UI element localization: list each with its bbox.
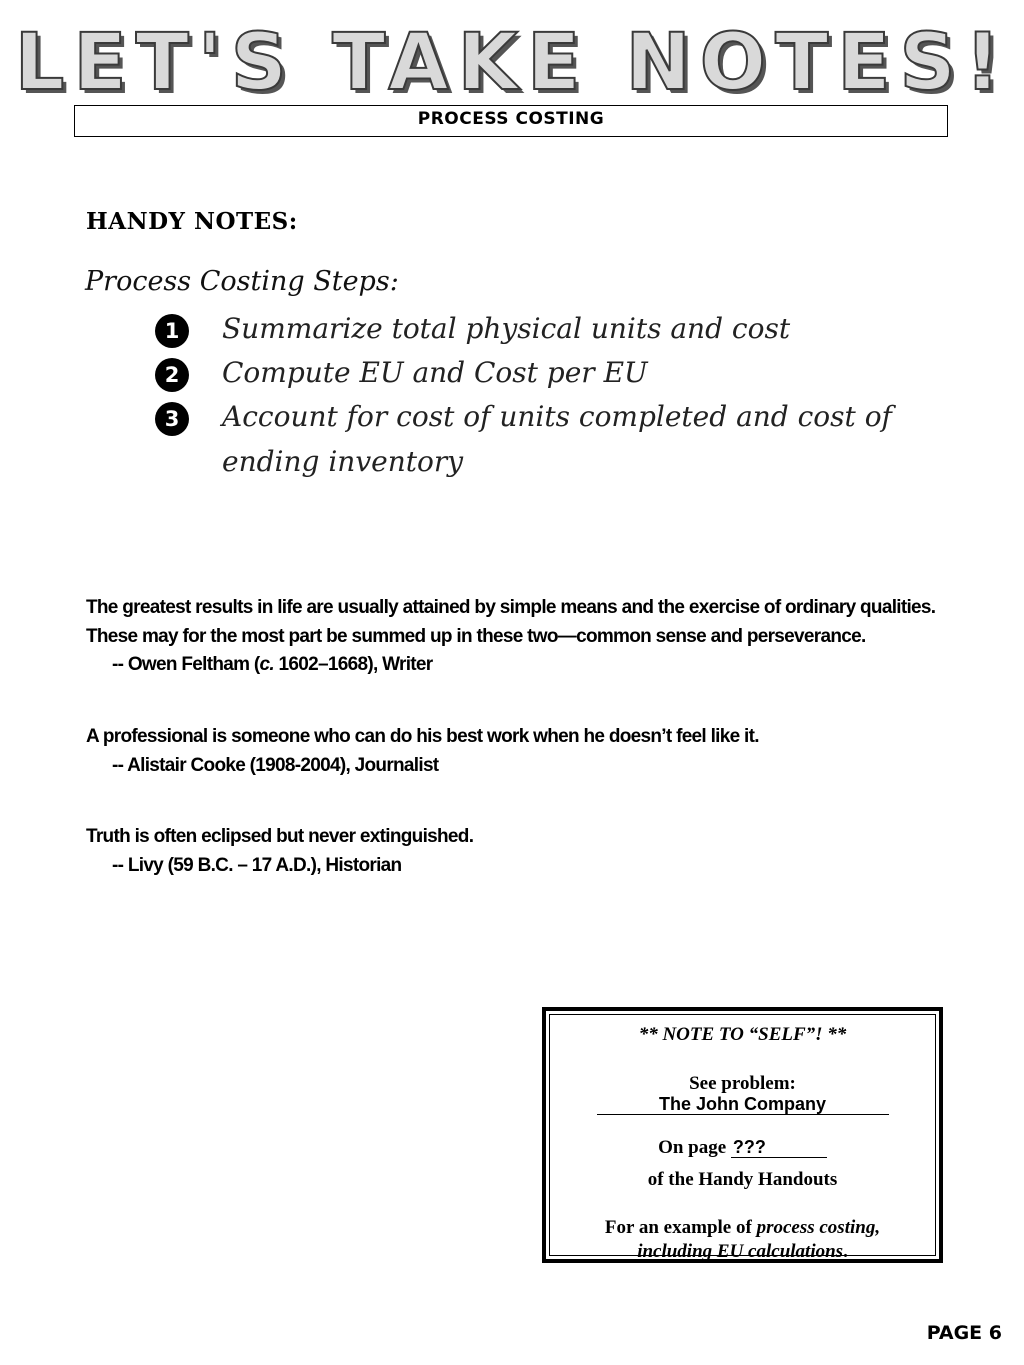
- note-box-inner: [549, 1014, 936, 1262]
- handy-notes-heading: HANDY NOTES:: [86, 208, 298, 235]
- example-line-2: including EU calculations.: [637, 1241, 848, 1262]
- page-line: [550, 1136, 935, 1160]
- step-2-text: Compute EU and Cost per EU: [222, 356, 648, 389]
- example-line-1: For an example of process costing,: [604, 1217, 881, 1238]
- subtitle: PROCESS COSTING: [417, 109, 605, 129]
- see-problem-label: See problem:: [689, 1073, 796, 1094]
- handouts-label: of the Handy Handouts: [647, 1169, 838, 1190]
- step-3-text: Account for cost of units completed and cost of ending inventory: [222, 400, 892, 478]
- problem-line: [550, 1093, 935, 1117]
- quote-attribution: -- Alistair Cooke (1908-2004), Journalist: [112, 754, 439, 776]
- subtitle-banner: [74, 105, 948, 137]
- quote-attribution: -- Owen Feltham (c. 1602–1668), Writer: [112, 654, 433, 675]
- page-title: LET'S TAKE NOTES!: [14, 18, 1010, 108]
- step-number-2-icon: 2: [155, 358, 189, 392]
- quote-attribution: -- Livy (59 B.C. – 17 A.D.), Historian: [112, 854, 402, 876]
- note-to-self-box: [542, 1007, 943, 1263]
- step-number-1-icon: 1: [155, 314, 189, 348]
- quote-line: A professional is someone who can do his best work when he doesn’t feel like it.: [86, 726, 759, 747]
- quote-line: The greatest results in life are usually attained by simple means and the exercise of ordinary qualities.: [86, 597, 936, 618]
- problem-value: The John Company: [597, 1094, 889, 1115]
- page-value: ???: [731, 1137, 827, 1158]
- page-number: PAGE 6: [926, 1322, 1002, 1344]
- steps-heading: Process Costing Steps:: [85, 266, 399, 297]
- step-1-text: Summarize total physical units and cost: [222, 312, 791, 345]
- note-heading: ** NOTE TO “SELF”! **: [638, 1024, 847, 1045]
- quote-feltham: [86, 594, 986, 680]
- quote-line: These may for the most part be summed up in these two—common sense and perseverance.: [86, 625, 866, 647]
- quote-cooke: [86, 723, 986, 780]
- on-page-label: On page: [658, 1137, 727, 1158]
- quote-line: Truth is often eclipsed but never extinguished.: [86, 826, 474, 847]
- step-number-3-icon: 3: [155, 402, 189, 436]
- quote-livy: [86, 823, 986, 880]
